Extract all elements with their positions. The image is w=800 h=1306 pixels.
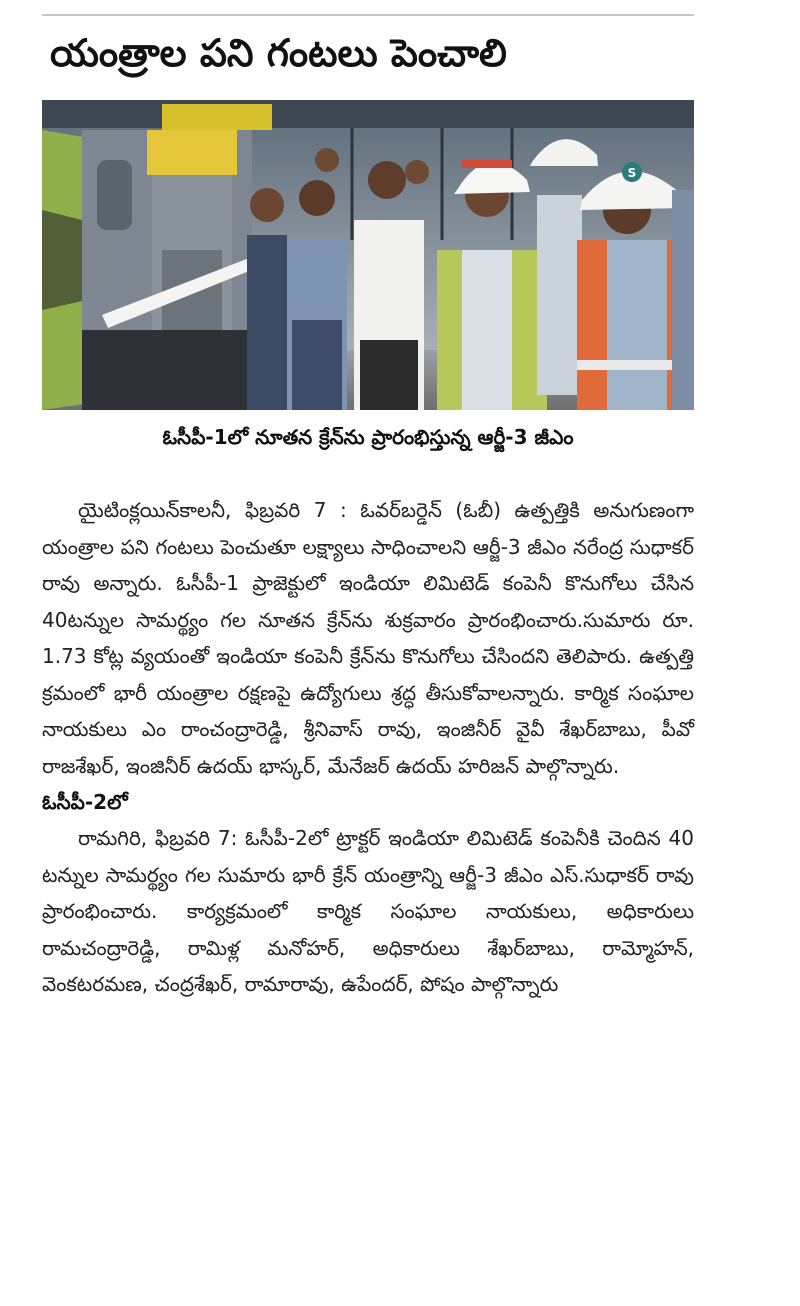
top-rule (42, 14, 694, 16)
paragraph-2: రామగిరి, ఫిబ్రవరి 7: ఓసీపీ-2లో ట్రాక్టర్ ఇండియా లిమిటెడ్ కంపెనీకి చెందిన 40 టన్నుల సామర్థ్యం గల సుమారు భారీ క్రేన్ యంత్రాన్ని ఆర్జీ-3 జీఎం ఎస్.సుధాకర్ రావు ప్రారంభించారు. కార్యక్రమంలో కార్మిక సంఘాల నాయకులు, అధికారులు రామచంద్రారెడ్డి, రామిళ్ల మనోహర్, అధికారులు శేఖర్‌బాబు, రామ్మోహన్, వెంకటరమణ, చంద్రశేఖర్, రామారావు, ఉపేందర్, పోషం పాల్గొన్నారు (42, 826, 694, 996)
photo-caption: ఓసీపీ-1లో నూతన క్రేన్‌ను ప్రారంభిస్తున్న ఆర్జీ-3 జీఎం (162, 425, 574, 449)
news-photo (42, 100, 694, 410)
headline: యంత్రాల పని గంటలు పెంచాలి (50, 31, 507, 75)
paragraph-1: యైటింక్లయిన్‌కాలనీ, ఫిబ్రవరి 7 : ఓవర్‌బర్డెన్ (ఓబీ) ఉత్పత్తికి అనుగుణంగా యంత్రాల పని గంటలు పెంచుతూ లక్ష్యాలు సాధించాలని ఆర్జీ-3 జీఎం నరేంద్ర సుధాకర్ రావు అన్నారు. ఓసీపీ-1 ప్రాజెక్టులో ఇండియా లిమిటెడ్ కంపెనీ కొనుగోలు చేసిన 40టన్నుల సామర్థ్యం గల నూతన క్రేన్‌ను శుక్రవారం ప్రారంభించారు.సుమారు రూ. 1.73 కోట్ల వ్యయంతో ఇండియా కంపెనీ క్రేన్‌ను కొనుగోలు చేసిందని తెలిపారు. ఉత్పత్తి క్రమంలో భారీ యంత్రాల రక్షణపై ఉద్యోగులు శ్రద్ధ తీసుకోవాలన్నారు. కార్మిక సంఘాల నాయకులు ఎం రాంచంద్రారెడ్డి, శ్రీనివాస్ రావు, ఇంజినీర్ వైవీ శేఖర్‌బాబు, పీవో రాజశేఖర్, ఇంజినీర్ ఉదయ్ భాస్కర్, మేనేజర్ ఉదయ్ హరిజన్ పాల్గొన్నారు. (42, 498, 694, 778)
subheading: ఓసీపీ-2లో (42, 790, 128, 814)
helmet-logo-text: S (627, 166, 637, 180)
article-body (42, 492, 694, 1003)
